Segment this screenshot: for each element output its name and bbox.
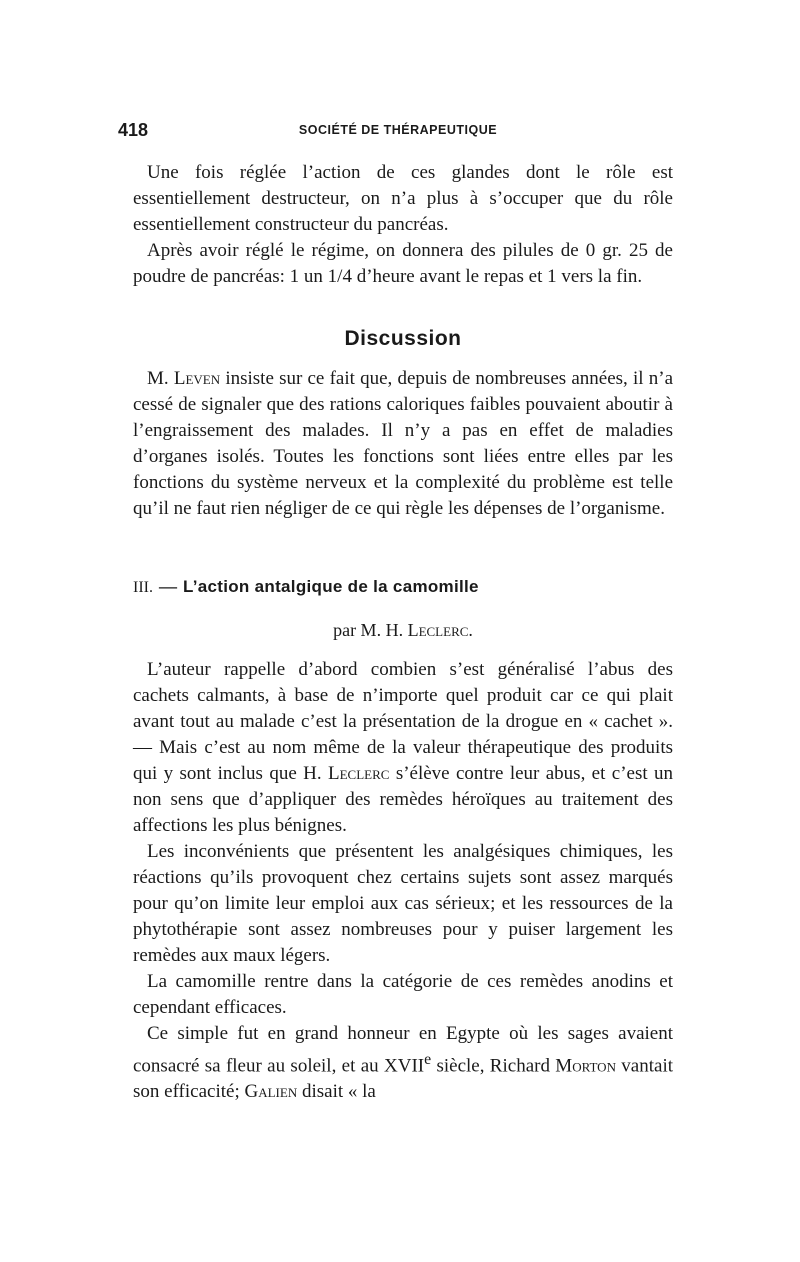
author-name: Leclerc (327, 763, 390, 784)
superscript: e (424, 1051, 432, 1068)
text-run: Ce simple fut en grand honneur en Egypte où les sages avaient consacré sa fleur au soleil, et au XVII (133, 1023, 673, 1077)
paragraph: La camomille rentre dans la catégorie de ces remèdes anodins et cependant efficaces. (133, 971, 673, 1018)
section-dash: — (158, 576, 177, 596)
text-run: L’auteur rappelle d’abord combien s’est généralisé l’abus des cachets calmants, à base de n’importe quel produit car ce qui plait avant tout au malade c’est la présentation de la drogue en « cachet ». — Mais c’est au nom même de la valeur thérapeutique des produits qui y sont inclus que H. (133, 659, 673, 784)
discussion-text: insiste sur ce fait que, depuis de nombreuses années, il n’a cessé de signaler que des rations caloriques faibles pouvaient aboutir à l’engraissement des malades. Il n’y a pas en effet de maladies d’organes isolés. Toutes les fonctions sont liées entre elles par les fonctions du système nerveux et la complexité du problème est telle qu’il ne faut rien négliger de ce qui règle les dépenses de l’organisme. (133, 368, 674, 519)
speaker-name: Leven (173, 368, 221, 389)
person-name: Galien (244, 1081, 298, 1103)
text-run: disait « la (301, 1081, 376, 1103)
text-run: s’élève contre leur abus, et c’est un non sens que d’appliquer des remèdes héroïques au traitement des affections les plus bénignes. (133, 763, 674, 836)
byline-prefix: par M. H. (333, 620, 404, 640)
section-title: L’action antalgique de la camomille (182, 577, 479, 596)
discussion-heading: Discussion (344, 327, 462, 350)
text-run: vantait son efficacité; (133, 1055, 673, 1103)
author-name: Leclerc. (407, 620, 473, 640)
article-text-block (133, 657, 673, 1105)
section-heading (133, 576, 673, 597)
text-run: siècle, Richard (436, 1055, 550, 1077)
running-title: SOCIÉTÉ DE THÉRAPEUTIQUE (298, 123, 498, 137)
paragraph: Après avoir réglé le régime, on donnera des pilules de 0 gr. 25 de poudre de pancréas: 1 un 1/4 d’heure avant le repas et 1 vers la fin. (133, 240, 673, 287)
section-number: III. (133, 579, 153, 596)
paragraph: Les inconvénients que présentent les analgésiques chimiques, les réactions qu’ils provoquent chez certains sujets sont assez marqués pour qu’on limite leur emploi aux cas sérieux; et les ressources de la phytothérapie sont assez nombreuses pour y puiser largement les remèdes aux maux légers. (133, 841, 673, 966)
paragraph (133, 1021, 673, 1105)
byline (133, 620, 673, 641)
intro-text-block (133, 160, 673, 290)
paragraph (133, 366, 673, 522)
paragraph: Une fois réglée l’action de ces glandes dont le rôle est essentiellement destructeur, on n’a plus à s’occuper que du rôle essentiellement constructeur du pancréas. (133, 162, 673, 235)
page-header (118, 120, 678, 144)
speaker-prefix: M. (147, 368, 169, 389)
paragraph (133, 657, 673, 839)
page-number: 418 (118, 120, 149, 140)
discussion-text-block (133, 366, 673, 522)
person-name: Morton (555, 1055, 616, 1077)
